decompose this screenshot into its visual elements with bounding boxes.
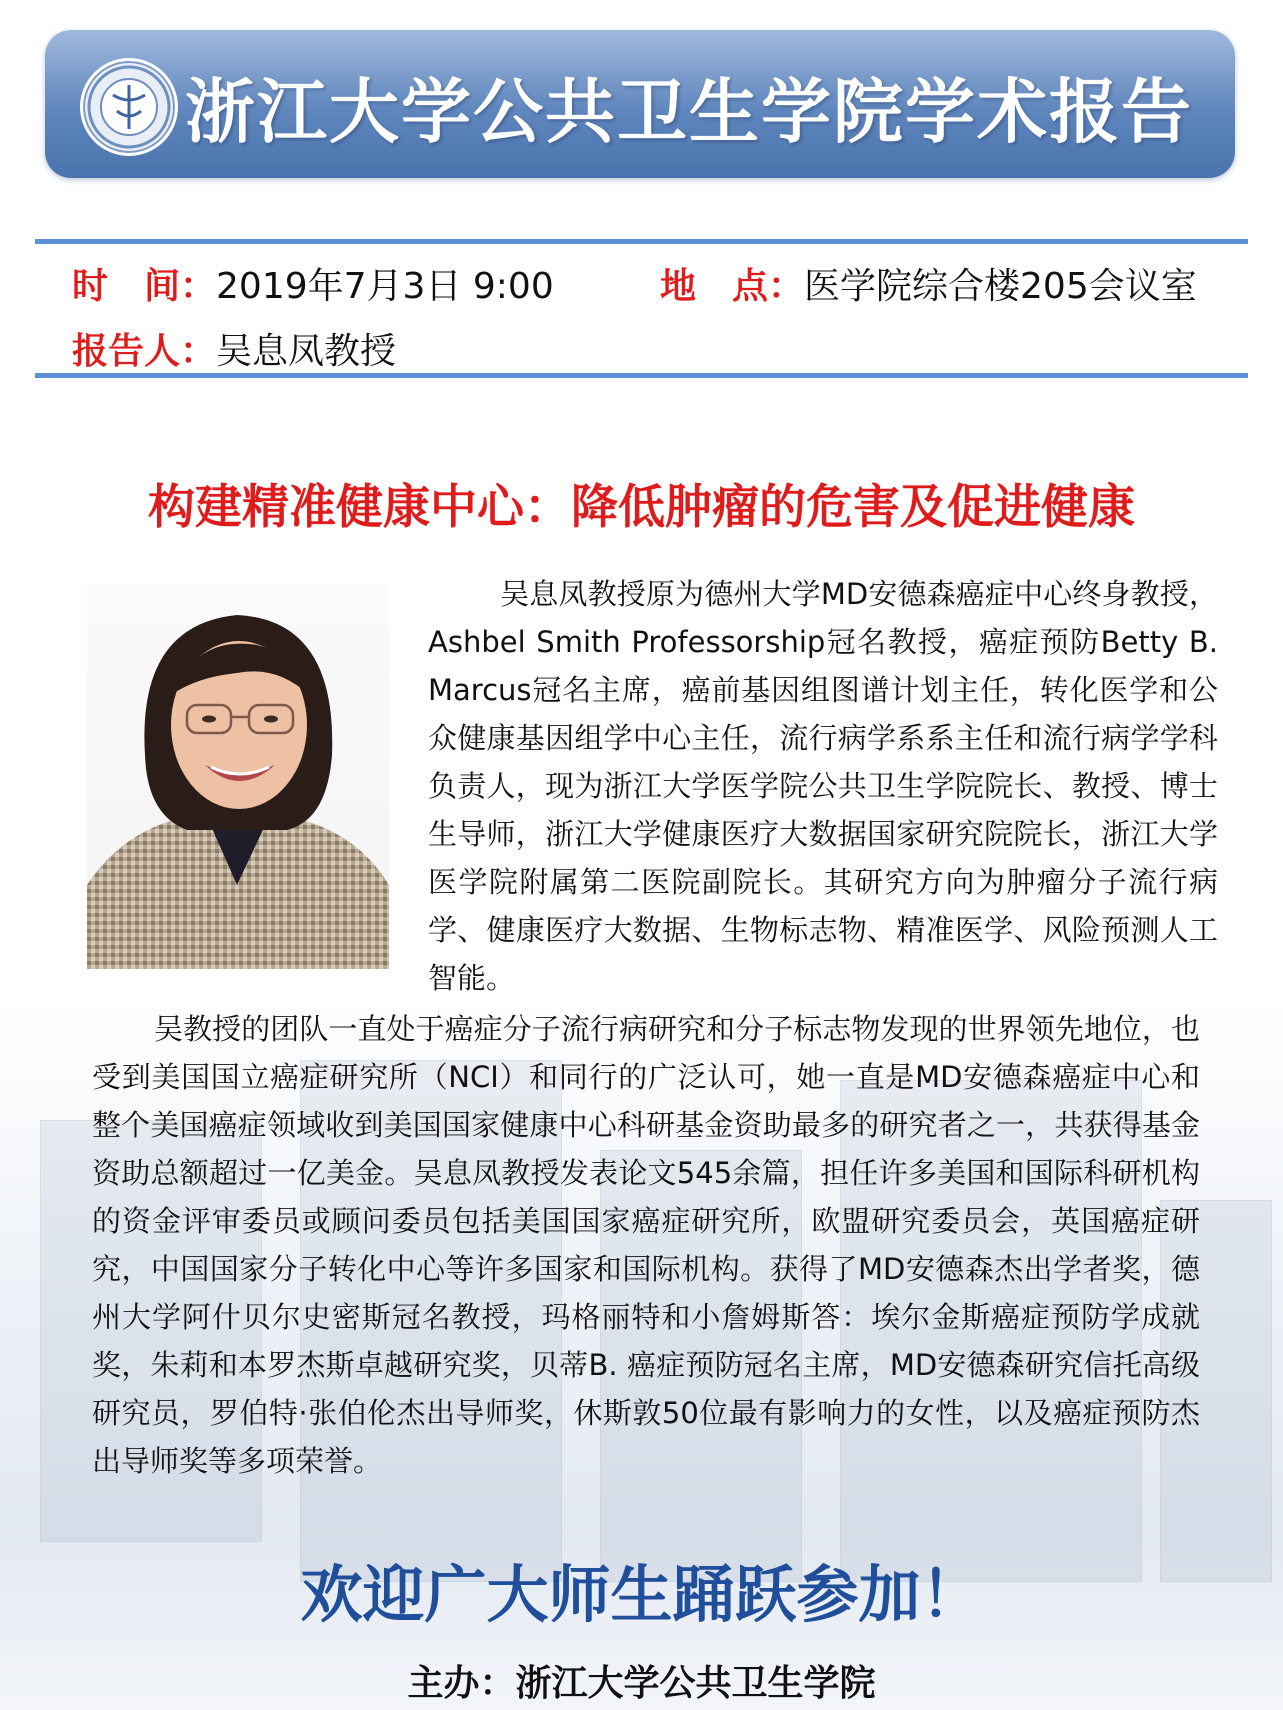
bio-paragraph-1	[428, 570, 1218, 1002]
page-title: 浙江大学公共卫生学院学术报告	[185, 70, 1193, 153]
time-label: 时 间：	[72, 266, 217, 307]
talk-title: 构建精准健康中心：降低肿瘤的危害及促进健康	[148, 480, 1135, 535]
time-row	[72, 258, 554, 309]
welcome-slogan: 欢迎广大师生踊跃参加！	[300, 1558, 983, 1631]
time-value: 2019年7月3日 9:00	[216, 266, 554, 307]
speaker-row	[72, 323, 396, 374]
top-divider	[35, 239, 1248, 244]
school-seal-icon	[80, 58, 178, 156]
place-value: 医学院综合楼205会议室	[804, 266, 1197, 307]
bio-paragraph-2	[92, 1005, 1200, 1485]
bio-paragraph-1-text: 吴息凤教授原为德州大学MD安德森癌症中心终身教授，Ashbel Smith Professorship冠名教授，癌症预防Betty B. Marcus冠名主席，癌前基因组图谱计划主任，转化医学和公众健康基因组学中心主任，流行病学系系主任和流行病学学科负责人，现为浙江大学医学院公共卫生学院院长、教授、博士生导师，浙江大学健康医疗大数据国家研究院院长，浙江大学医学院附属第二医院副院长。其研究方向为肿瘤分子流行病学、健康医疗大数据、生物标志物、精准医学、风险预测人工智能。	[428, 577, 1218, 995]
place-label: 地 点：	[660, 266, 805, 307]
seal-graphic	[83, 61, 175, 153]
bio-paragraph-2-text: 吴教授的团队一直处于癌症分子流行病研究和分子标志物发现的世界领先地位，也受到美国国立癌症研究所（NCI）和同行的广泛认可，她一直是MD安德森癌症中心和整个美国癌症领域收到美国国家健康中心科研基金资助最多的研究者之一，共获得基金资助总额超过一亿美金。吴息凤教授发表论文545余篇，担任许多美国和国际科研机构的资金评审委员或顾问委员包括美国国家癌症研究所，欧盟研究委员会，英国癌症研究，中国国家分子转化中心等许多国家和国际机构。获得了MD安德森杰出学者奖，德州大学阿什贝尔史密斯冠名教授，玛格丽特和小詹姆斯答：埃尔金斯癌症预防学成就奖，朱莉和本罗杰斯卓越研究奖，贝蒂B. 癌症预防冠名主席，MD安德森研究信托高级研究员，罗伯特·张伯伦杰出导师奖，休斯敦50位最有影响力的女性，以及癌症预防杰出导师奖等多项荣誉。	[92, 1012, 1200, 1478]
speaker-label: 报告人：	[72, 331, 217, 372]
place-row	[660, 258, 1197, 309]
speaker-photo	[87, 585, 389, 969]
speaker-portrait-graphic	[87, 585, 389, 969]
host-organization: 主办：浙江大学公共卫生学院	[407, 1663, 876, 1704]
speaker-value: 吴息凤教授	[216, 331, 397, 372]
